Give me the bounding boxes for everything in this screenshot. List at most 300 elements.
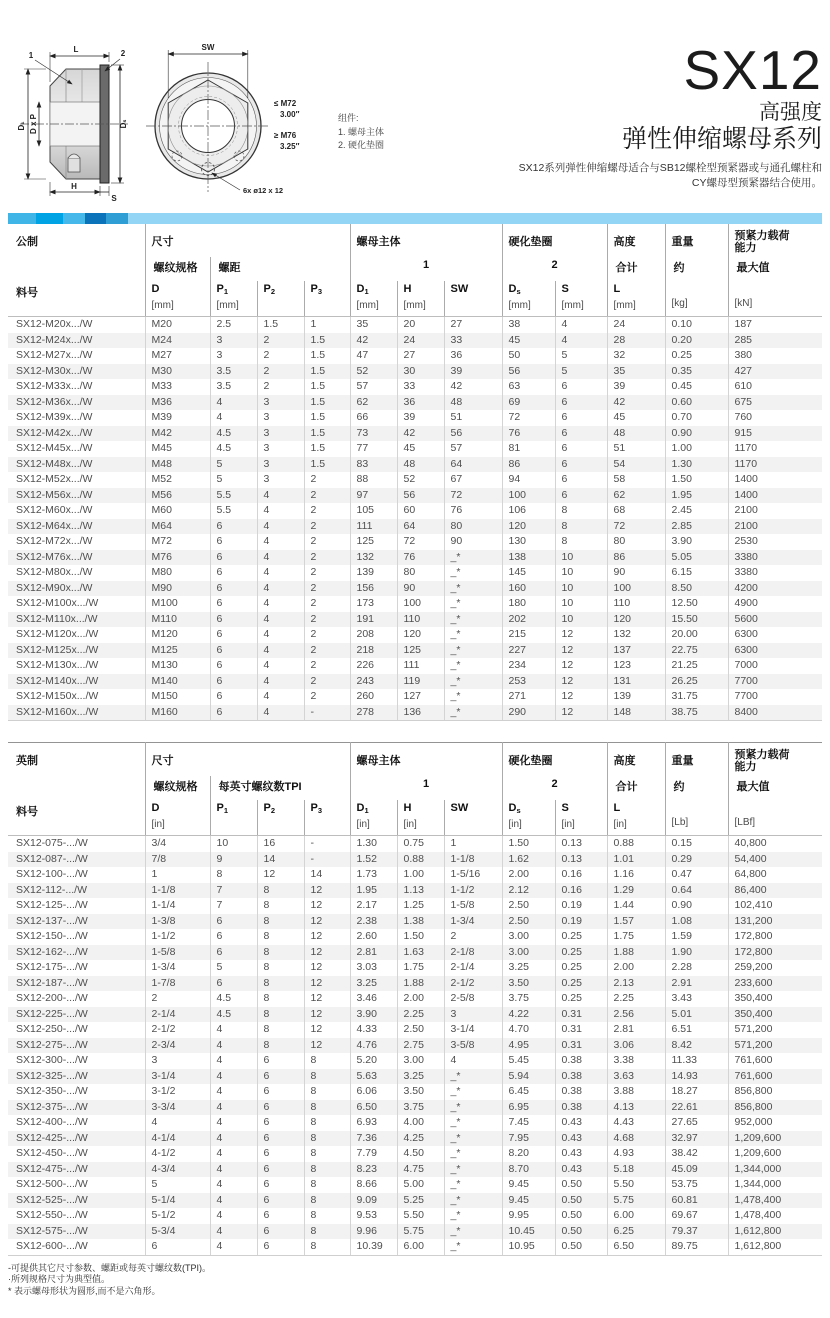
col-P1: $P_1$ [mm] bbox=[210, 281, 257, 317]
table-cell: 137 bbox=[607, 643, 665, 659]
table-cell: 4.5 bbox=[210, 991, 257, 1007]
table-cell: SX12-125-.../W bbox=[16, 899, 88, 911]
table-cell: 0.75 bbox=[397, 836, 444, 852]
table-cell: 4 bbox=[257, 488, 304, 504]
table-cell: 4 bbox=[257, 705, 304, 721]
table-row bbox=[8, 441, 822, 457]
table-cell: SX12-M140x.../W bbox=[16, 674, 99, 687]
table-cell: _* bbox=[444, 581, 502, 597]
table-cell: 2 bbox=[304, 612, 350, 628]
table-row bbox=[8, 565, 822, 581]
table-cell: 26.25 bbox=[665, 674, 728, 690]
table-cell: 1.95 bbox=[350, 883, 397, 899]
group-nut-body: 螺母主体 bbox=[350, 224, 502, 257]
table-cell: 2.28 bbox=[665, 960, 728, 976]
table-cell: 14 bbox=[304, 867, 350, 883]
table-cell: 0.29 bbox=[665, 852, 728, 868]
table-cell: 8 bbox=[304, 1053, 350, 1069]
table-cell: 285 bbox=[728, 333, 822, 349]
table-cell: 132 bbox=[607, 627, 665, 643]
table-cell: 18.27 bbox=[665, 1084, 728, 1100]
table-cell: 1.5 bbox=[304, 457, 350, 473]
table-cell: 2 bbox=[304, 550, 350, 566]
table-row bbox=[8, 852, 822, 868]
table-cell: 3.5 bbox=[210, 364, 257, 380]
table-cell: 8 bbox=[257, 945, 304, 961]
table-cell: 1-3/8 bbox=[145, 914, 210, 930]
table-cell: 0.25 bbox=[555, 929, 607, 945]
callout-1: 1 bbox=[28, 51, 34, 60]
table-cell: 86,400 bbox=[728, 883, 822, 899]
table-row bbox=[8, 929, 822, 945]
table-cell: 3 bbox=[145, 1053, 210, 1069]
table-cell: 3.90 bbox=[665, 534, 728, 550]
table-row bbox=[8, 364, 822, 380]
table-cell: _* bbox=[444, 1162, 502, 1178]
table-cell: SX12-M36x.../W bbox=[16, 395, 93, 408]
table-cell: 5.20 bbox=[350, 1053, 397, 1069]
table-cell: SX12-600-.../W bbox=[8, 1239, 145, 1255]
table-cell: 3 bbox=[210, 333, 257, 349]
col-Lb: [Lb] bbox=[665, 800, 728, 836]
metric-table bbox=[8, 224, 822, 721]
table-cell: 0.47 bbox=[665, 867, 728, 883]
table-cell: 2 bbox=[257, 379, 304, 395]
table-cell: 4 bbox=[210, 1084, 257, 1100]
table-cell: 6 bbox=[555, 410, 607, 426]
table-cell: 56 bbox=[397, 488, 444, 504]
table-cell: 1.29 bbox=[607, 883, 665, 899]
table-cell: SX12-375-.../W bbox=[16, 1100, 88, 1113]
table-cell: 2 bbox=[304, 627, 350, 643]
table-cell: 28 bbox=[607, 333, 665, 349]
table-cell: SX12-137-.../W bbox=[16, 914, 88, 927]
table-cell: 5.63 bbox=[350, 1069, 397, 1085]
table-cell: 0.88 bbox=[397, 852, 444, 868]
table-cell: 4 bbox=[257, 627, 304, 643]
accent-bar-segment bbox=[106, 213, 128, 224]
table-cell: 1,344,000 bbox=[728, 1162, 822, 1178]
table-cell: _* bbox=[444, 1115, 502, 1131]
table-cell: 3 bbox=[257, 410, 304, 426]
table-cell: 0.10 bbox=[665, 317, 728, 333]
table-cell: 243 bbox=[350, 674, 397, 690]
table-cell: 4.43 bbox=[607, 1115, 665, 1131]
table-cell: 1-3/4 bbox=[444, 914, 502, 930]
table-cell: 7 bbox=[210, 883, 257, 899]
table-cell: 4 bbox=[210, 1239, 257, 1255]
table-cell: 172,800 bbox=[728, 929, 822, 945]
table-cell: 4 bbox=[257, 503, 304, 519]
table-cell: 6 bbox=[210, 658, 257, 674]
table-cell: 6 bbox=[555, 457, 607, 473]
table-cell: SX12-400-.../W bbox=[16, 1116, 88, 1128]
table-cell: 8 bbox=[555, 519, 607, 535]
table-cell: 76 bbox=[444, 503, 502, 519]
col-P1: $P_1$ bbox=[210, 800, 257, 836]
table-cell: 3.25 bbox=[502, 960, 555, 976]
table-row bbox=[8, 1069, 822, 1085]
table-cell: 15.50 bbox=[665, 612, 728, 628]
table-cell: 6 bbox=[257, 1131, 304, 1147]
table-cell: 3380 bbox=[728, 565, 822, 581]
table-cell: 4 bbox=[257, 519, 304, 535]
table-cell: 54,400 bbox=[728, 852, 822, 868]
table-cell: 2 bbox=[257, 333, 304, 349]
table-cell: 72 bbox=[502, 410, 555, 426]
table-cell: 39 bbox=[444, 364, 502, 380]
table-cell: 33 bbox=[397, 379, 444, 395]
table-row bbox=[8, 612, 822, 628]
table-cell: 60.81 bbox=[665, 1193, 728, 1209]
table-cell: 5.5 bbox=[210, 488, 257, 504]
table-cell: 57 bbox=[350, 379, 397, 395]
table-cell: SX12-M100x.../W bbox=[16, 597, 99, 609]
table-cell: 1.5 bbox=[304, 333, 350, 349]
table-cell: 16 bbox=[257, 836, 304, 852]
accent-bar bbox=[8, 213, 822, 224]
subheader-max: 最大值 bbox=[728, 776, 822, 800]
table-cell: 2-1/8 bbox=[444, 945, 502, 961]
table-row bbox=[8, 596, 822, 612]
table-cell: 1.5 bbox=[304, 364, 350, 380]
table-cell: SX12-300-.../W bbox=[16, 1054, 88, 1066]
table-cell: 3-1/4 bbox=[444, 1022, 502, 1038]
dim-label-L: L bbox=[73, 45, 79, 54]
table-cell: 1.63 bbox=[397, 945, 444, 961]
table-cell: 125 bbox=[350, 534, 397, 550]
table-cell: 350,400 bbox=[728, 991, 822, 1007]
table-cell: 0.31 bbox=[555, 1007, 607, 1023]
table-cell: 8 bbox=[304, 1069, 350, 1085]
table-cell: 8 bbox=[257, 929, 304, 945]
table-cell: 0.50 bbox=[555, 1224, 607, 1240]
table-cell: 6.50 bbox=[607, 1239, 665, 1255]
table-row bbox=[8, 1162, 822, 1178]
table-cell: 4 bbox=[444, 1053, 502, 1069]
table-cell: 4 bbox=[145, 1115, 210, 1131]
table-cell: 3.00 bbox=[502, 945, 555, 961]
table-cell: 4 bbox=[210, 1177, 257, 1193]
table-cell: 80 bbox=[444, 519, 502, 535]
table-cell: 76 bbox=[502, 426, 555, 442]
table-cell: 4 bbox=[210, 1146, 257, 1162]
table-cell: 51 bbox=[444, 410, 502, 426]
table-row bbox=[8, 395, 822, 411]
table-cell: 27 bbox=[397, 348, 444, 364]
table-cell: - bbox=[304, 852, 350, 868]
table-cell: 38 bbox=[502, 317, 555, 333]
table-cell: _* bbox=[444, 612, 502, 628]
table-row bbox=[8, 705, 822, 721]
table-cell: 6300 bbox=[728, 627, 822, 643]
size-le-inch: 3.00″ bbox=[280, 110, 300, 119]
table-cell: 5 bbox=[210, 457, 257, 473]
table-cell: 63 bbox=[502, 379, 555, 395]
table-cell: 2.81 bbox=[607, 1022, 665, 1038]
table-cell: 0.19 bbox=[555, 898, 607, 914]
table-cell: 7700 bbox=[728, 674, 822, 690]
table-cell: M56 bbox=[145, 488, 210, 504]
table-cell: 2.38 bbox=[350, 914, 397, 930]
table-cell: 278 bbox=[350, 705, 397, 721]
table-cell: _* bbox=[444, 689, 502, 705]
table-cell: 1.5 bbox=[304, 410, 350, 426]
table-cell: 1-5/8 bbox=[145, 945, 210, 961]
table-cell: 125 bbox=[397, 643, 444, 659]
table-cell: 0.35 bbox=[665, 364, 728, 380]
table-row bbox=[8, 1007, 822, 1023]
table-cell: 5.50 bbox=[397, 1208, 444, 1224]
table-cell: 54 bbox=[607, 457, 665, 473]
table-row bbox=[8, 643, 822, 659]
table-cell: 6.50 bbox=[350, 1100, 397, 1116]
table-cell: 120 bbox=[502, 519, 555, 535]
table-cell: 6 bbox=[257, 1193, 304, 1209]
table-cell: SX12-350-.../W bbox=[16, 1085, 88, 1097]
table-cell: SX12-200-.../W bbox=[16, 992, 88, 1004]
table-cell: 4.25 bbox=[397, 1131, 444, 1147]
table-row bbox=[8, 426, 822, 442]
table-cell: 761,600 bbox=[728, 1069, 822, 1085]
table-cell: 233,600 bbox=[728, 976, 822, 992]
table-cell: 6.51 bbox=[665, 1022, 728, 1038]
table-cell: 6.93 bbox=[350, 1115, 397, 1131]
table-cell: 1 bbox=[145, 867, 210, 883]
table-cell: 8 bbox=[257, 883, 304, 899]
table-cell: 6 bbox=[257, 1115, 304, 1131]
page-subtitle-1: 高强度 bbox=[759, 101, 822, 124]
table-cell: 110 bbox=[607, 596, 665, 612]
footnote: -可提供其它尺寸参数、螺距或每英寸螺纹数(TPI)。 bbox=[8, 1262, 211, 1273]
table-cell: SX12-M52x.../W bbox=[16, 473, 93, 485]
table-cell: 1.73 bbox=[350, 867, 397, 883]
table-cell: 35 bbox=[607, 364, 665, 380]
table-cell: 7 bbox=[210, 898, 257, 914]
table-row bbox=[8, 488, 822, 504]
table-cell: SX12-M64x.../W bbox=[16, 519, 93, 532]
table-row bbox=[8, 410, 822, 426]
table-cell: SX12-M150x.../W bbox=[16, 690, 99, 702]
table-cell: 12 bbox=[257, 867, 304, 883]
table-cell: SX12-550-.../W bbox=[16, 1209, 88, 1221]
table-cell: 12 bbox=[555, 689, 607, 705]
table-cell: 136 bbox=[397, 705, 444, 721]
table-cell: - bbox=[304, 705, 350, 721]
table-cell: 4 bbox=[210, 1069, 257, 1085]
accent-bar-segment bbox=[85, 213, 106, 224]
table-row bbox=[8, 1208, 822, 1224]
group-size: 尺寸 bbox=[145, 743, 350, 777]
table-cell: 12 bbox=[304, 883, 350, 899]
table-cell: 127 bbox=[397, 689, 444, 705]
table-cell: 2.25 bbox=[607, 991, 665, 1007]
table-cell: 4 bbox=[257, 658, 304, 674]
col-Ds: $D_s$ [mm] bbox=[502, 281, 555, 317]
table-cell: _* bbox=[444, 1208, 502, 1224]
table-cell: 9.09 bbox=[350, 1193, 397, 1209]
table-cell: 11.33 bbox=[665, 1053, 728, 1069]
dim-label-S: S bbox=[111, 194, 117, 203]
table-cell: SX12-M30x.../W bbox=[16, 364, 93, 377]
accent-bar-segment bbox=[36, 213, 63, 224]
table-cell: 30 bbox=[397, 364, 444, 380]
table-cell: 5 bbox=[210, 960, 257, 976]
table-cell: 0.88 bbox=[607, 836, 665, 852]
table-cell: 3.38 bbox=[607, 1053, 665, 1069]
table-cell: 8 bbox=[257, 960, 304, 976]
table-cell: 90 bbox=[444, 534, 502, 550]
col-P3: $P_3$ bbox=[304, 800, 350, 836]
table-cell: 3-1/2 bbox=[145, 1084, 210, 1100]
table-cell: 2.13 bbox=[607, 976, 665, 992]
table-cell: SX12-M120x.../W bbox=[16, 628, 99, 640]
table-cell: 2.00 bbox=[502, 867, 555, 883]
table-cell: _* bbox=[444, 565, 502, 581]
table-cell: 4 bbox=[210, 1100, 257, 1116]
table-cell: _* bbox=[444, 674, 502, 690]
table-cell: 4 bbox=[210, 1131, 257, 1147]
table-cell: 66 bbox=[350, 410, 397, 426]
table-cell: 3.46 bbox=[350, 991, 397, 1007]
table-cell: 350,400 bbox=[728, 1007, 822, 1023]
table-row bbox=[8, 689, 822, 705]
col-part-number: 料号 bbox=[8, 281, 145, 317]
table-cell: 160 bbox=[502, 581, 555, 597]
col-H: H [in] bbox=[397, 800, 444, 836]
table-row bbox=[8, 867, 822, 883]
table-cell: 5 bbox=[210, 472, 257, 488]
table-cell: 6 bbox=[555, 488, 607, 504]
table-cell: 9.95 bbox=[502, 1208, 555, 1224]
table-cell: 1.90 bbox=[665, 945, 728, 961]
table-cell: 2-1/4 bbox=[145, 1007, 210, 1023]
table-cell: 12 bbox=[555, 627, 607, 643]
table-cell: 8 bbox=[304, 1084, 350, 1100]
table-cell: 131 bbox=[607, 674, 665, 690]
legend-item-1: 1. 螺母主体 bbox=[338, 126, 385, 137]
table-cell: 6 bbox=[210, 929, 257, 945]
table-cell: 12 bbox=[304, 914, 350, 930]
table-cell: 1-1/4 bbox=[145, 898, 210, 914]
table-row bbox=[8, 1022, 822, 1038]
table-cell: 1,478,400 bbox=[728, 1208, 822, 1224]
table-cell: 106 bbox=[502, 503, 555, 519]
table-cell: 6 bbox=[210, 643, 257, 659]
table-row bbox=[8, 836, 822, 852]
side-view bbox=[17, 45, 128, 203]
table-cell: 1.75 bbox=[607, 929, 665, 945]
table-cell: 4 bbox=[257, 581, 304, 597]
table-cell: 7.95 bbox=[502, 1131, 555, 1147]
table-cell: 64 bbox=[444, 457, 502, 473]
table-cell: 1,209,600 bbox=[728, 1146, 822, 1162]
table-cell: SX12-075-.../W bbox=[16, 837, 88, 849]
footnote: * 表示螺母形状为圆形,而不是六角形。 bbox=[8, 1285, 161, 1296]
table-cell: 3.5 bbox=[210, 379, 257, 395]
table-cell: 2100 bbox=[728, 503, 822, 519]
table-cell: 5 bbox=[145, 1177, 210, 1193]
table-cell: 10.45 bbox=[502, 1224, 555, 1240]
table-cell: 0.38 bbox=[555, 1084, 607, 1100]
table-cell: 35 bbox=[350, 317, 397, 333]
table-cell: 48 bbox=[444, 395, 502, 411]
table-row bbox=[8, 1100, 822, 1116]
table-cell: 0.25 bbox=[555, 976, 607, 992]
table-cell: M160 bbox=[145, 705, 210, 721]
table-row bbox=[8, 457, 822, 473]
table-cell: 20 bbox=[397, 317, 444, 333]
table-row bbox=[8, 914, 822, 930]
table-cell: 110 bbox=[397, 612, 444, 628]
table-cell: 0.43 bbox=[555, 1115, 607, 1131]
table-cell: 45 bbox=[397, 441, 444, 457]
table-cell: 10.95 bbox=[502, 1239, 555, 1255]
table-cell: 9.45 bbox=[502, 1177, 555, 1193]
table-cell: 3-1/4 bbox=[145, 1069, 210, 1085]
col-L: L [in] bbox=[607, 800, 665, 836]
table-cell: 156 bbox=[350, 581, 397, 597]
table-cell: 1-7/8 bbox=[145, 976, 210, 992]
table-cell: 12 bbox=[304, 898, 350, 914]
front-view bbox=[146, 43, 300, 195]
table-cell: SX12-275-.../W bbox=[16, 1038, 88, 1051]
table-cell: 2.12 bbox=[502, 883, 555, 899]
table-cell: 1170 bbox=[728, 457, 822, 473]
table-cell: 48 bbox=[607, 426, 665, 442]
table-cell: 4 bbox=[210, 1038, 257, 1054]
table-cell: 6.06 bbox=[350, 1084, 397, 1100]
table-cell: 8.50 bbox=[665, 581, 728, 597]
table-cell: 8 bbox=[257, 976, 304, 992]
table-cell: 6 bbox=[257, 1239, 304, 1255]
col-P2: $P_2$ bbox=[257, 800, 304, 836]
table-cell: 3 bbox=[257, 472, 304, 488]
table-row bbox=[8, 333, 822, 349]
table-cell: 2 bbox=[304, 519, 350, 535]
table-cell: 4.5 bbox=[210, 1007, 257, 1023]
table-cell: 8 bbox=[257, 898, 304, 914]
table-cell: 6 bbox=[555, 426, 607, 442]
table-cell: M76 bbox=[145, 550, 210, 566]
table-cell: 8 bbox=[304, 1131, 350, 1147]
table-cell: 90 bbox=[397, 581, 444, 597]
table-cell: 1.75 bbox=[397, 960, 444, 976]
table-cell: 67 bbox=[444, 472, 502, 488]
table-cell: 1.50 bbox=[502, 836, 555, 852]
table-cell: 8 bbox=[210, 867, 257, 883]
table-cell: _* bbox=[444, 550, 502, 566]
table-cell: _* bbox=[444, 643, 502, 659]
table-cell: 8.70 bbox=[502, 1162, 555, 1178]
table-cell: 0.19 bbox=[555, 914, 607, 930]
table-cell: 6 bbox=[257, 1084, 304, 1100]
table-row bbox=[8, 1177, 822, 1193]
table-cell: 4 bbox=[257, 643, 304, 659]
table-cell: 14.93 bbox=[665, 1069, 728, 1085]
table-cell: 2 bbox=[304, 596, 350, 612]
table-cell: 5.50 bbox=[607, 1177, 665, 1193]
table-cell: SX12-162-.../W bbox=[16, 945, 88, 958]
table-row bbox=[8, 976, 822, 992]
table-cell: 3.75 bbox=[397, 1100, 444, 1116]
table-cell: 50 bbox=[502, 348, 555, 364]
table-cell: 1.5 bbox=[304, 379, 350, 395]
col-D: D [in] bbox=[145, 800, 210, 836]
table-row bbox=[8, 348, 822, 364]
table-cell: 3.03 bbox=[350, 960, 397, 976]
table-cell: 4.33 bbox=[350, 1022, 397, 1038]
